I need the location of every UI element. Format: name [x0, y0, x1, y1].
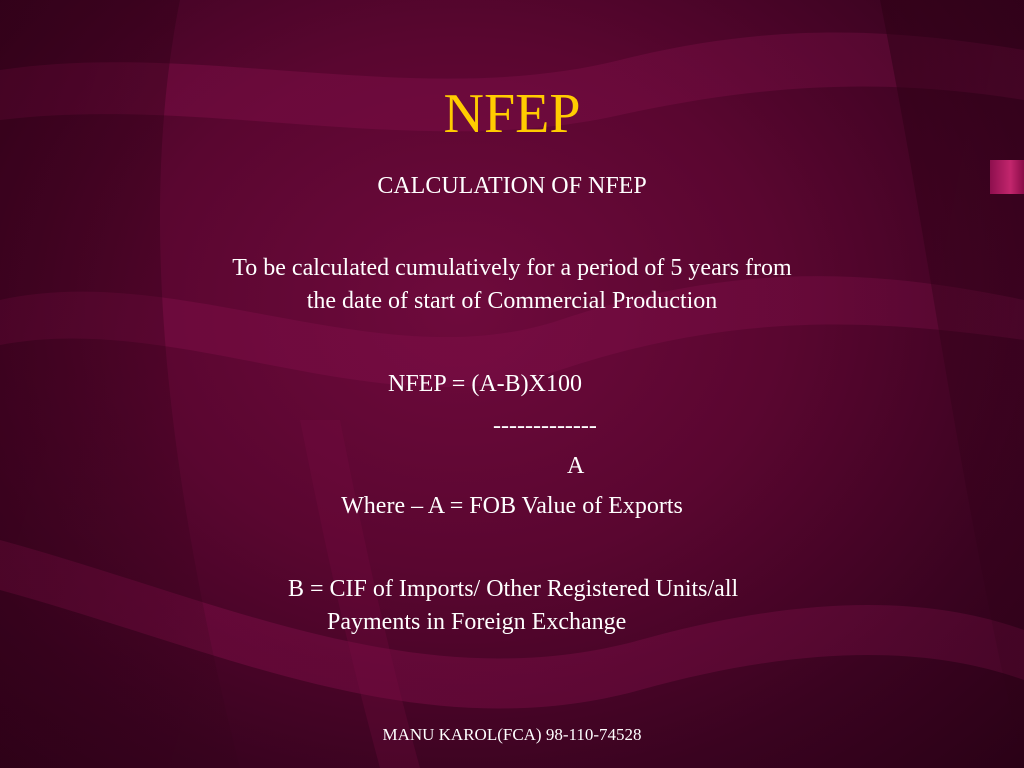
slide-subtitle: CALCULATION OF NFEP — [377, 173, 647, 199]
formula-denominator: A — [567, 453, 585, 479]
definition-b-line-2: Payments in Foreign Exchange — [327, 609, 627, 635]
slide-title: NFEP — [443, 83, 581, 145]
definition-a: Where – A = FOB Value of Exports — [341, 493, 683, 519]
definition-b-line-1: B = CIF of Imports/ Other Registered Units/all — [288, 576, 739, 602]
formula-divider: ------------- — [493, 413, 597, 439]
intro-line-2: the date of start of Commercial Production — [306, 288, 718, 314]
intro-line-1: To be calculated cumulatively for a period of 5 years from — [232, 255, 792, 281]
formula-numerator: NFEP = (A-B)X100 — [388, 371, 582, 397]
footer-credit: MANU KAROL(FCA) 98-110-74528 — [382, 725, 642, 744]
